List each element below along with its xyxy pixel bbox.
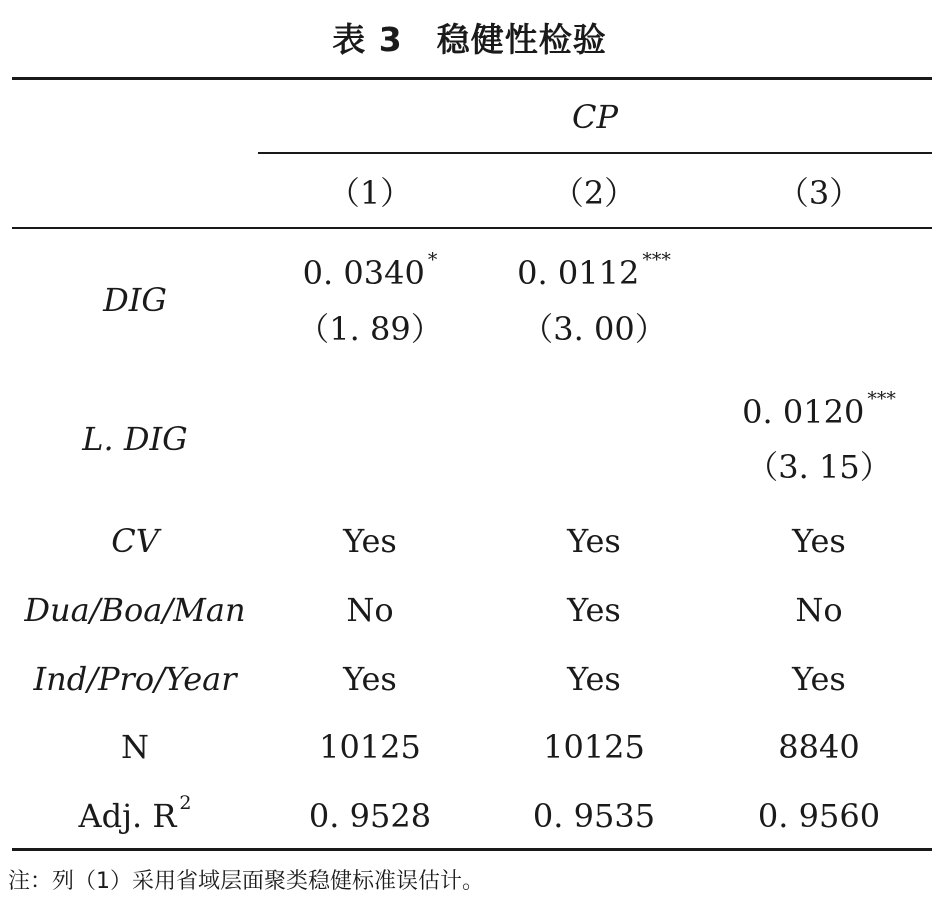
table-cell: No — [795, 591, 843, 629]
row-label-l-dig: L. DIG — [82, 420, 188, 458]
row-label-dua-boa-man: Dua/Boa/Man — [24, 591, 246, 629]
significance-stars: *** — [867, 388, 896, 410]
ldig-coef-3: 0. 0120 *** — [742, 388, 896, 431]
dig-tstat-1: （1. 89） — [297, 310, 443, 348]
row-label-n: N — [121, 728, 149, 766]
bottom-rule — [12, 848, 932, 851]
table-cell: No — [346, 591, 394, 629]
dig-coef-1: 0. 0340 * — [302, 249, 438, 292]
table-cell: Yes — [343, 522, 397, 560]
table-cell: 0. 9535 — [532, 797, 656, 835]
table-cell: Yes — [343, 660, 397, 698]
table-cell: Yes — [567, 522, 621, 560]
table-cell: Yes — [792, 522, 846, 560]
table-caption: 稳健性检验 — [436, 20, 607, 59]
header-group-cp: CP — [571, 98, 618, 136]
table-cell: Yes — [567, 591, 621, 629]
row-label-dig: DIG — [103, 281, 167, 319]
significance-stars: * — [427, 249, 438, 271]
table-cell: Yes — [567, 660, 621, 698]
column-header-3: （3） — [776, 174, 862, 212]
superscript-2: 2 — [179, 792, 192, 814]
row-label-cv: CV — [111, 522, 159, 560]
dig-coef-2: 0. 0112 *** — [517, 249, 671, 292]
table-title — [0, 14, 939, 61]
column-header-2: （2） — [551, 174, 637, 212]
table-note: 注：列（1）采用省域层面聚类稳健标准误估计。 — [8, 869, 484, 894]
ldig-tstat-3: （3. 15） — [746, 448, 892, 486]
group-underline — [258, 152, 932, 154]
table-cell: 0. 9528 — [308, 797, 432, 835]
column-header-1: （1） — [327, 174, 413, 212]
row-label-ind-pro-year: Ind/Pro/Year — [33, 660, 237, 698]
table-cell: 8840 — [778, 728, 860, 766]
significance-stars: *** — [642, 249, 671, 271]
top-rule — [12, 77, 932, 80]
header-rule — [12, 227, 932, 229]
table-cell: 10125 — [543, 728, 645, 766]
table-number: 表 3 — [332, 20, 403, 59]
row-label-adj-r2: Adj. R $^2$ — [78, 792, 192, 835]
table-cell: Yes — [792, 660, 846, 698]
table-cell: 10125 — [319, 728, 421, 766]
table-cell: 0. 9560 — [757, 797, 881, 835]
dig-tstat-2: （3. 00） — [521, 310, 667, 348]
